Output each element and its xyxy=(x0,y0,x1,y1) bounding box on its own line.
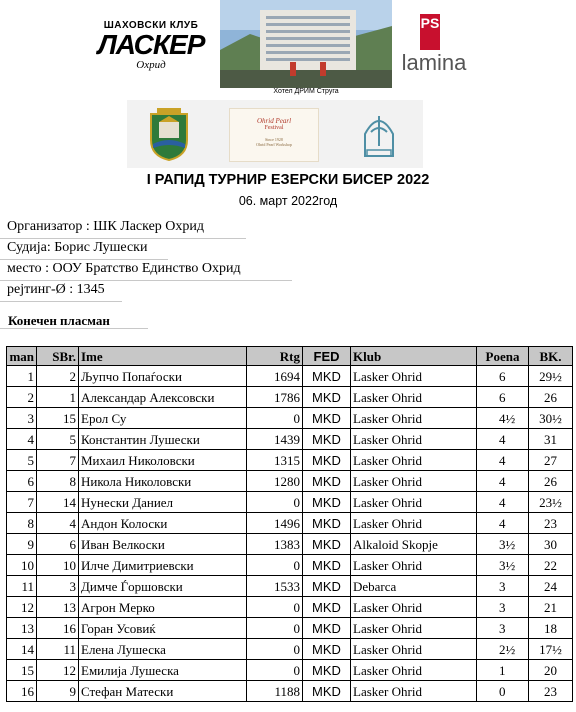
cell-federation: MKD xyxy=(303,513,351,534)
table-row xyxy=(7,471,573,492)
organizer-line: Организатор : ШК Ласкер Охрид xyxy=(7,219,205,234)
cell-rating: 0 xyxy=(247,660,303,681)
cell-tiebreak: 23 xyxy=(529,681,573,702)
divider xyxy=(0,301,122,302)
cell-rank: 3 xyxy=(7,408,37,429)
cell-rating: 1786 xyxy=(247,387,303,408)
lamina-logo xyxy=(398,14,470,76)
cell-name: Ерол Су xyxy=(79,408,247,429)
cell-tiebreak: 18 xyxy=(529,618,573,639)
table-row xyxy=(7,429,573,450)
table-row xyxy=(7,408,573,429)
cell-points: 2½ xyxy=(477,639,529,660)
cell-federation: MKD xyxy=(303,450,351,471)
col-header-federation: FED xyxy=(303,347,351,366)
cell-rank: 6 xyxy=(7,471,37,492)
cell-start-number: 12 xyxy=(37,660,79,681)
cell-rating: 0 xyxy=(247,597,303,618)
cell-start-number: 6 xyxy=(37,534,79,555)
table-row xyxy=(7,555,573,576)
table-row xyxy=(7,366,573,387)
cell-points: 3½ xyxy=(477,555,529,576)
cell-tiebreak: 17½ xyxy=(529,639,573,660)
table-row xyxy=(7,660,573,681)
cell-federation: MKD xyxy=(303,639,351,660)
col-header-rating: Rtg xyxy=(247,347,303,366)
cell-start-number: 8 xyxy=(37,471,79,492)
cell-tiebreak: 30 xyxy=(529,534,573,555)
cell-rating: 1496 xyxy=(247,513,303,534)
cell-rank: 4 xyxy=(7,429,37,450)
cell-federation: MKD xyxy=(303,408,351,429)
cell-rank: 10 xyxy=(7,555,37,576)
cell-club: Lasker Ohrid xyxy=(351,597,477,618)
cell-rank: 2 xyxy=(7,387,37,408)
hotel-caption: Хотел ДРИМ Струга xyxy=(273,88,339,95)
cell-start-number: 13 xyxy=(37,597,79,618)
col-header-rank: man xyxy=(7,347,37,366)
cell-tiebreak: 27 xyxy=(529,450,573,471)
lamina-mark: PS xyxy=(420,14,440,50)
cell-points: 4 xyxy=(477,471,529,492)
cell-federation: MKD xyxy=(303,597,351,618)
cell-club: Lasker Ohrid xyxy=(351,618,477,639)
place-line: место : ООУ Братство Единство Охрид xyxy=(7,261,241,276)
cell-name: Константин Лушески xyxy=(79,429,247,450)
cell-club: Lasker Ohrid xyxy=(351,681,477,702)
cell-points: 6 xyxy=(477,387,529,408)
cell-federation: MKD xyxy=(303,660,351,681)
divider xyxy=(0,328,148,329)
cell-points: 4 xyxy=(477,492,529,513)
cell-points: 1 xyxy=(477,660,529,681)
cell-tiebreak: 20 xyxy=(529,660,573,681)
cell-start-number: 5 xyxy=(37,429,79,450)
cell-club: Lasker Ohrid xyxy=(351,450,477,471)
festival-line-1: Ohrid Pearl xyxy=(256,117,292,125)
cell-rating: 0 xyxy=(247,408,303,429)
cell-rating: 1533 xyxy=(247,576,303,597)
cell-rank: 7 xyxy=(7,492,37,513)
tournament-date: 06. март 2022год xyxy=(238,194,338,208)
cell-rank: 11 xyxy=(7,576,37,597)
cell-federation: MKD xyxy=(303,534,351,555)
cell-name: Андон Колоски xyxy=(79,513,247,534)
cell-name: Стефан Матески xyxy=(79,681,247,702)
cell-rating: 1694 xyxy=(247,366,303,387)
table-row xyxy=(7,534,573,555)
cell-start-number: 11 xyxy=(37,639,79,660)
table-row xyxy=(7,450,573,471)
cell-club: Lasker Ohrid xyxy=(351,660,477,681)
cell-club: Lasker Ohrid xyxy=(351,429,477,450)
tournament-title: I РАПИД ТУРНИР ЕЗЕРСКИ БИСЕР 2022 xyxy=(146,172,430,188)
rating-line: рејтинг-Ø : 1345 xyxy=(7,282,105,297)
festival-line-3: Since 1928 xyxy=(265,137,283,142)
cell-club: Lasker Ohrid xyxy=(351,513,477,534)
cell-tiebreak: 22 xyxy=(529,555,573,576)
cell-rating: 1439 xyxy=(247,429,303,450)
lasker-logo-top: ШАХОВСКИ КЛУБ xyxy=(103,20,199,31)
cell-points: 3½ xyxy=(477,534,529,555)
lasker-logo-city: Охрид xyxy=(136,59,166,71)
cell-start-number: 1 xyxy=(37,387,79,408)
cell-club: Lasker Ohrid xyxy=(351,639,477,660)
cell-rating: 1315 xyxy=(247,450,303,471)
cell-tiebreak: 23½ xyxy=(529,492,573,513)
cell-tiebreak: 31 xyxy=(529,429,573,450)
cell-rating: 1188 xyxy=(247,681,303,702)
divider xyxy=(0,259,168,260)
cell-name: Илче Димитриевски xyxy=(79,555,247,576)
table-row xyxy=(7,639,573,660)
cell-tiebreak: 23 xyxy=(529,513,573,534)
divider xyxy=(0,238,246,239)
cell-name: Нунески Даниел xyxy=(79,492,247,513)
cell-club: Lasker Ohrid xyxy=(351,408,477,429)
cell-rating: 0 xyxy=(247,618,303,639)
table-row xyxy=(7,597,573,618)
cell-rank: 8 xyxy=(7,513,37,534)
col-header-name: Ime xyxy=(79,347,247,366)
cell-name: Михаил Николовски xyxy=(79,450,247,471)
cell-points: 6 xyxy=(477,366,529,387)
cell-federation: MKD xyxy=(303,576,351,597)
cell-tiebreak: 29½ xyxy=(529,366,573,387)
cell-tiebreak: 26 xyxy=(529,471,573,492)
cell-tiebreak: 21 xyxy=(529,597,573,618)
table-row xyxy=(7,387,573,408)
cell-club: Lasker Ohrid xyxy=(351,366,477,387)
cell-rank: 5 xyxy=(7,450,37,471)
cell-name: Агрон Мерко xyxy=(79,597,247,618)
cell-tiebreak: 30½ xyxy=(529,408,573,429)
hotel-photo-image xyxy=(220,0,392,88)
cell-rank: 14 xyxy=(7,639,37,660)
lasker-logo-wordmark: ЛАСКЕР xyxy=(97,29,205,60)
ohrid-pearl-festival-logo xyxy=(229,108,319,162)
cell-club: Lasker Ohrid xyxy=(351,471,477,492)
table-row xyxy=(7,513,573,534)
cell-club: Alkaloid Skopje xyxy=(351,534,477,555)
cell-club: Debarca xyxy=(351,576,477,597)
table-row xyxy=(7,492,573,513)
cell-club: Lasker Ohrid xyxy=(351,555,477,576)
col-header-points: Poena xyxy=(477,347,529,366)
ohrid-crest-icon xyxy=(147,106,191,162)
cell-start-number: 9 xyxy=(37,681,79,702)
cell-points: 3 xyxy=(477,576,529,597)
cell-name: Никола Николовски xyxy=(79,471,247,492)
cell-points: 4 xyxy=(477,429,529,450)
cell-points: 0 xyxy=(477,681,529,702)
cell-rating: 0 xyxy=(247,492,303,513)
cell-points: 4 xyxy=(477,450,529,471)
cell-start-number: 3 xyxy=(37,576,79,597)
cell-tiebreak: 26 xyxy=(529,387,573,408)
cell-start-number: 15 xyxy=(37,408,79,429)
judge-line: Судија: Борис Лушески xyxy=(7,240,148,255)
col-header-club: Klub xyxy=(351,347,477,366)
cell-club: Lasker Ohrid xyxy=(351,492,477,513)
festival-line-2: Festival xyxy=(264,125,284,131)
standings-table xyxy=(6,346,573,702)
cell-federation: MKD xyxy=(303,618,351,639)
cell-federation: MKD xyxy=(303,387,351,408)
cell-name: Емилија Лушеска xyxy=(79,660,247,681)
cell-rank: 1 xyxy=(7,366,37,387)
cell-federation: MKD xyxy=(303,555,351,576)
table-row xyxy=(7,618,573,639)
cell-federation: MKD xyxy=(303,492,351,513)
cell-rank: 13 xyxy=(7,618,37,639)
cell-federation: MKD xyxy=(303,471,351,492)
cell-start-number: 14 xyxy=(37,492,79,513)
table-row xyxy=(7,681,573,702)
cell-rating: 0 xyxy=(247,639,303,660)
cell-name: Горан Усовиќ xyxy=(79,618,247,639)
lamina-wordmark: lamina xyxy=(401,50,467,75)
cell-federation: MKD xyxy=(303,429,351,450)
festival-line-4: Ohrid Pearl Workshop xyxy=(256,142,292,147)
standings-body xyxy=(7,366,573,702)
cell-federation: MKD xyxy=(303,366,351,387)
cell-start-number: 4 xyxy=(37,513,79,534)
cell-name: Иван Велкоски xyxy=(79,534,247,555)
cell-points: 4 xyxy=(477,513,529,534)
cell-name: Александар Алексовски xyxy=(79,387,247,408)
cell-start-number: 16 xyxy=(37,618,79,639)
cell-federation: MKD xyxy=(303,681,351,702)
hotel-dream-logo-icon xyxy=(359,106,399,162)
cell-rank: 12 xyxy=(7,597,37,618)
cell-name: Димче Ѓоршовски xyxy=(79,576,247,597)
cell-points: 4½ xyxy=(477,408,529,429)
cell-rank: 15 xyxy=(7,660,37,681)
cell-rank: 9 xyxy=(7,534,37,555)
table-row xyxy=(7,576,573,597)
final-standings-heading: Конечен пласман xyxy=(8,313,110,328)
cell-name: Елена Лушеска xyxy=(79,639,247,660)
cell-points: 3 xyxy=(477,597,529,618)
cell-points: 3 xyxy=(477,618,529,639)
divider xyxy=(0,280,292,281)
sponsor-logo-strip xyxy=(127,100,423,168)
cell-rating: 0 xyxy=(247,555,303,576)
cell-club: Lasker Ohrid xyxy=(351,387,477,408)
cell-start-number: 7 xyxy=(37,450,79,471)
cell-name: Љупчо Попаѓоски xyxy=(79,366,247,387)
cell-rank: 16 xyxy=(7,681,37,702)
cell-tiebreak: 24 xyxy=(529,576,573,597)
cell-start-number: 10 xyxy=(37,555,79,576)
cell-rating: 1383 xyxy=(247,534,303,555)
cell-start-number: 2 xyxy=(37,366,79,387)
lasker-club-logo xyxy=(96,20,206,80)
col-header-start-number: SBr. xyxy=(37,347,79,366)
table-header-row xyxy=(7,347,573,366)
cell-rating: 1280 xyxy=(247,471,303,492)
col-header-tiebreak: BK. xyxy=(529,347,573,366)
